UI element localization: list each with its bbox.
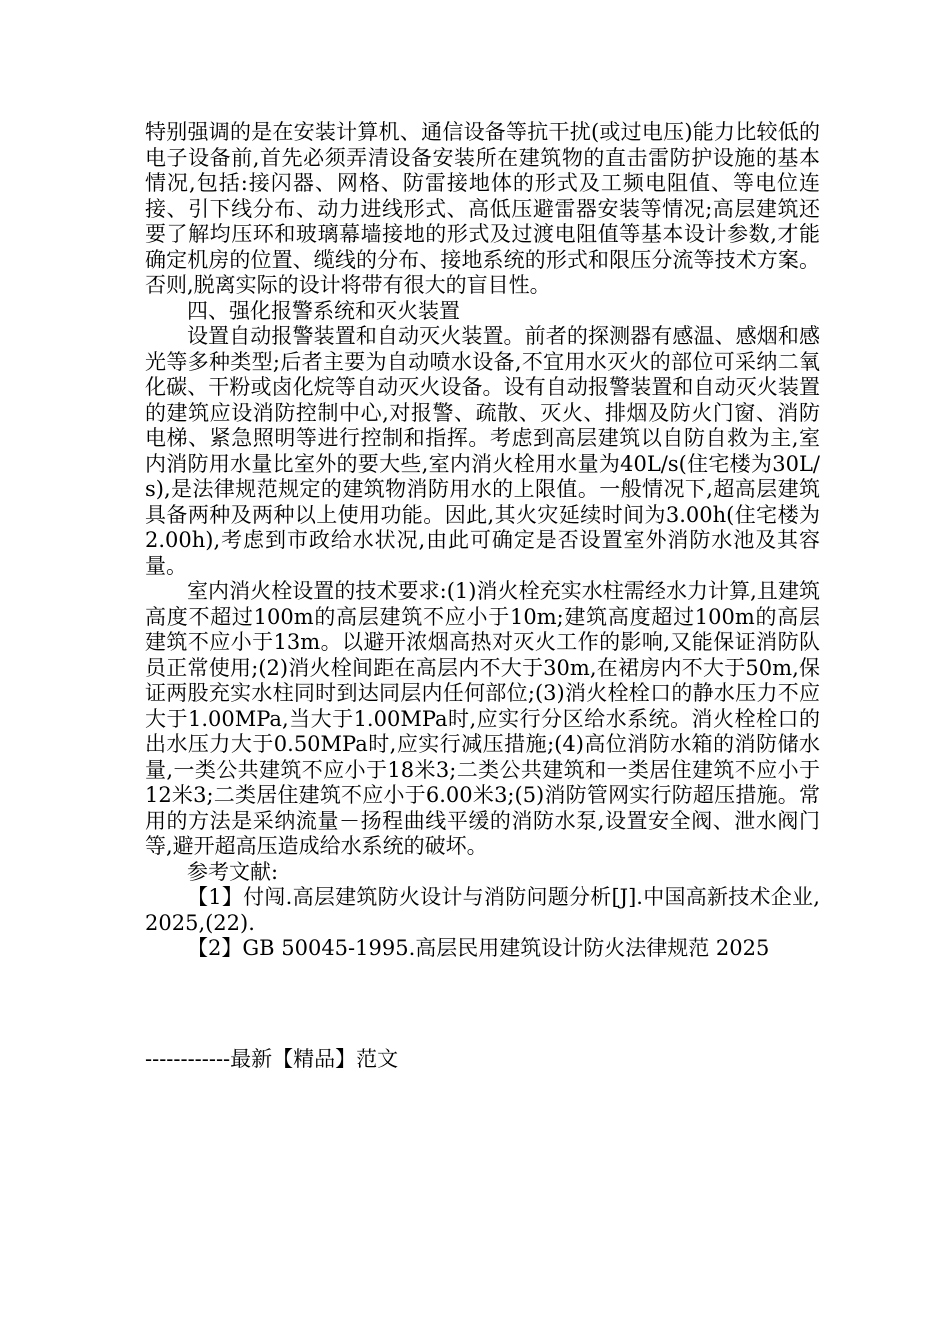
references-heading: 参考文献: — [187, 859, 279, 884]
reference-item-2: 【2】GB 50045-1995.高层民用建筑设计防火法律规范 2025 — [187, 936, 770, 960]
footer-banner: ------------最新【精品】范文 — [145, 1047, 399, 1071]
document-body — [145, 120, 820, 962]
paragraph-lightning-protection: 特别强调的是在安装计算机、通信设备等抗干扰(或过电压)能力比较低的电子设备前,首先必须弄清设备安装所在建筑物的直击雷防护设施的基本情况,包括:接闪器、网格、防雷接地体的形式及工频电阻值、等电位连接、引下线分布、动力进线形式、高低压避雷器安装等情况;高层建筑还要了解均压环和玻璃幕墙接地的形式及过渡电阻值等基本设计参数,才能确定机房的位置、缆线的分布、接地系统的形式和限压分流等技术方案。否则,脱离实际的设计将带有很大的盲目性。 — [145, 120, 820, 297]
reference-item-1: 【1】付闯.高层建筑防火设计与消防问题分析[J].中国高新技术企业,2025,(22). — [145, 885, 820, 935]
paragraph-hydrant-requirements: 室内消火栓设置的技术要求:(1)消火栓充实水柱需经水力计算,且建筑高度不超过100m的高层建筑不应小于10m;建筑高度超过100m的高层建筑不应小于13m。以避开浓烟高热对灭火工作的影响,又能保证消防队员正常使用;(2)消火栓间距在高层内不大于30m,在裙房内不大于50m,保证两股充实水柱同时到达同层内任何部位;(3)消火栓栓口的静水压力不应大于1.00MPa,当大于1.00MPa时,应实行分区给水系统。消火栓栓口的出水压力大于0.50MPa时,应实行减压措施;(4)高位消防水箱的消防储水量,一类公共建筑不应小于18米3;二类公共建筑和一类居住建筑不应小于12米3;二类居住建筑不应小于6.00米3;(5)消防管网实行防超压措施。常用的方法是采纳流量－扬程曲线平缓的消防水泵,设置安全阀、泄水阀门等,避开超高压造成给水系统的破坏。 — [145, 579, 820, 858]
paragraph-auto-alarm: 设置自动报警装置和自动灭火装置。前者的探测器有感温、感烟和感光等多种类型;后者主要为自动喷水设备,不宜用水灭火的部位可采纳二氧化碳、干粉或卤化烷等自动灭火设备。设有自动报警装置和自动灭火装置的建筑应设消防控制中心,对报警、疏散、灭火、排烟及防火门窗、消防电梯、紧急照明等进行控制和指挥。考虑到高层建筑以自防自救为主,室内消防用水量比室外的要大些,室内消火栓用水量为40L/s(住宅楼为30L/s),是法律规范规定的建筑物消防用水的上限值。一般情况下,超高层建筑具备两种及两种以上使用功能。因此,其火灾延续时间为3.00h(住宅楼为2.00h),考虑到市政给水状况,由此可确定是否设置室外消防水池及其容量。 — [145, 324, 820, 578]
section-heading-alarm-system: 四、强化报警系统和灭火装置 — [187, 298, 460, 323]
